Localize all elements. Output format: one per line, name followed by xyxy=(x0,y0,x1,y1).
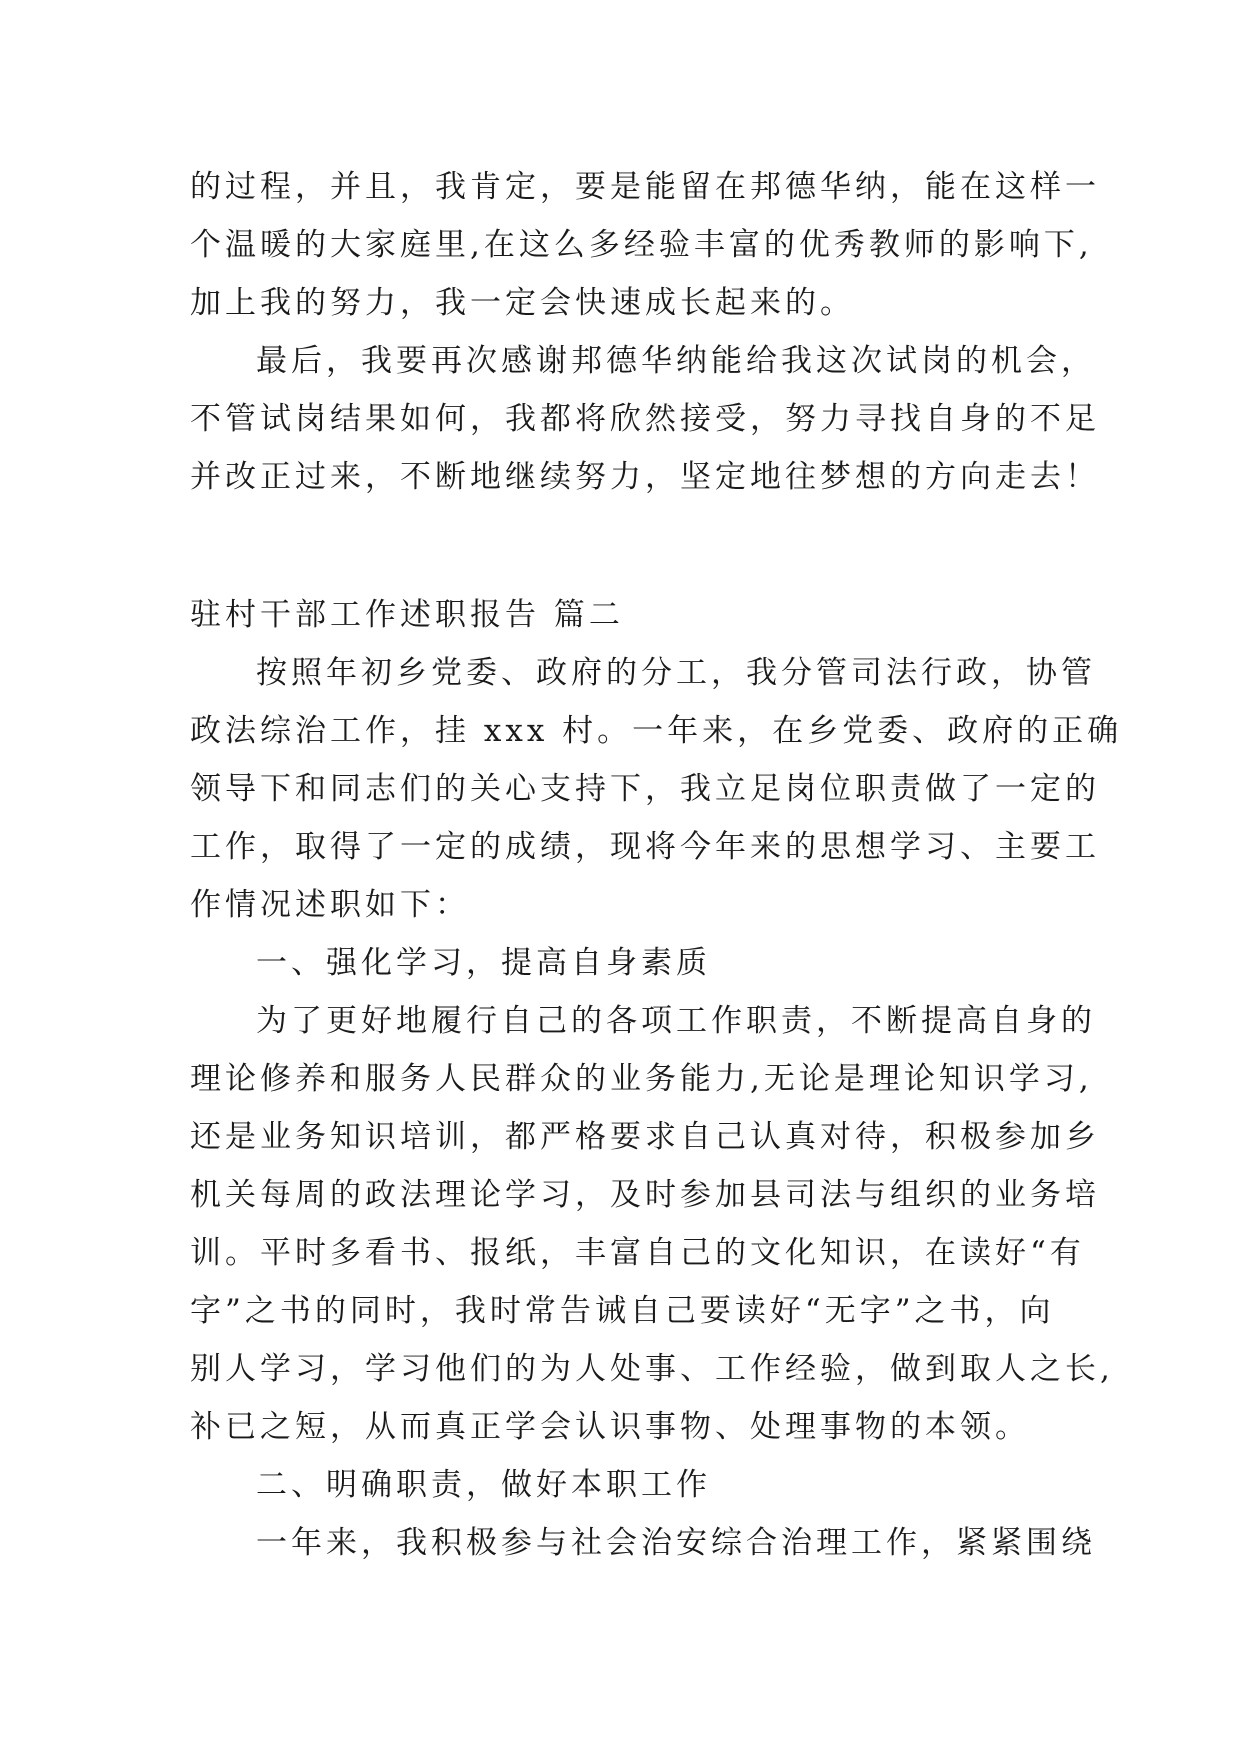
text-line: 个温暖的大家庭里,在这么多经验丰富的优秀教师的影响下, xyxy=(190,227,1093,263)
paragraph-intro xyxy=(190,644,1123,934)
text-line: 并改正过来，不断地继续努力，坚定地往梦想的方向走去！ xyxy=(190,459,1100,495)
text-line: 为了更好地履行自己的各项工作职责，不断提高自身的 xyxy=(256,1003,1096,1039)
text-line: 按照年初乡党委、政府的分工，我分管司法行政，协管 xyxy=(256,655,1096,691)
document-title: 驻村干部工作述职报告 篇二 xyxy=(190,597,624,633)
text-line: 补已之短，从而真正学会认识事物、处理事物的本领。 xyxy=(190,1409,1030,1445)
text-line: 政法综治工作，挂 xxx 村。一年来，在乡党委、政府的正确 xyxy=(190,713,1123,749)
text-line: 加上我的努力，我一定会快速成长起来的。 xyxy=(190,285,855,321)
text-line: 工作，取得了一定的成绩，现将今年来的思想学习、主要工 xyxy=(190,829,1100,865)
text-line: 字”之书的同时，我时常告诫自己要读好“无字”之书，向 xyxy=(190,1293,1055,1329)
document-body xyxy=(190,158,1123,1572)
text-line: 还是业务知识培训，都严格要求自己认真对待，积极参加乡 xyxy=(190,1119,1100,1155)
section-gap xyxy=(190,506,1090,586)
text-line: 作情况述职如下： xyxy=(190,887,470,923)
paragraph-section-2 xyxy=(190,1514,1096,1572)
text-line: 不管试岗结果如何，我都将欣然接受，努力寻找自身的不足 xyxy=(190,401,1100,437)
text-line: 的过程，并且，我肯定，要是能留在邦德华纳，能在这样一 xyxy=(190,169,1100,205)
section-heading-2: 二、明确职责，做好本职工作 xyxy=(256,1467,711,1503)
text-line: 领导下和同志们的关心支持下，我立足岗位职责做了一定的 xyxy=(190,771,1100,807)
text-line: 机关每周的政法理论学习，及时参加县司法与组织的业务培 xyxy=(190,1177,1100,1213)
text-line: 理论修养和服务人民群众的业务能力,无论是理论知识学习, xyxy=(190,1061,1093,1097)
paragraph-section-1 xyxy=(190,992,1114,1456)
text-line: 别人学习，学习他们的为人处事、工作经验，做到取人之长, xyxy=(190,1351,1114,1387)
text-line: 最后，我要再次感谢邦德华纳能给我这次试岗的机会， xyxy=(256,343,1096,379)
text-line: 一年来，我积极参与社会治安综合治理工作，紧紧围绕 xyxy=(256,1525,1096,1561)
text-line: 训。平时多看书、报纸，丰富自己的文化知识，在读好“有 xyxy=(190,1235,1085,1271)
section-heading-1: 一、强化学习，提高自身素质 xyxy=(256,945,711,981)
paragraph-closing xyxy=(190,332,1100,506)
paragraph-continued xyxy=(190,158,1100,332)
